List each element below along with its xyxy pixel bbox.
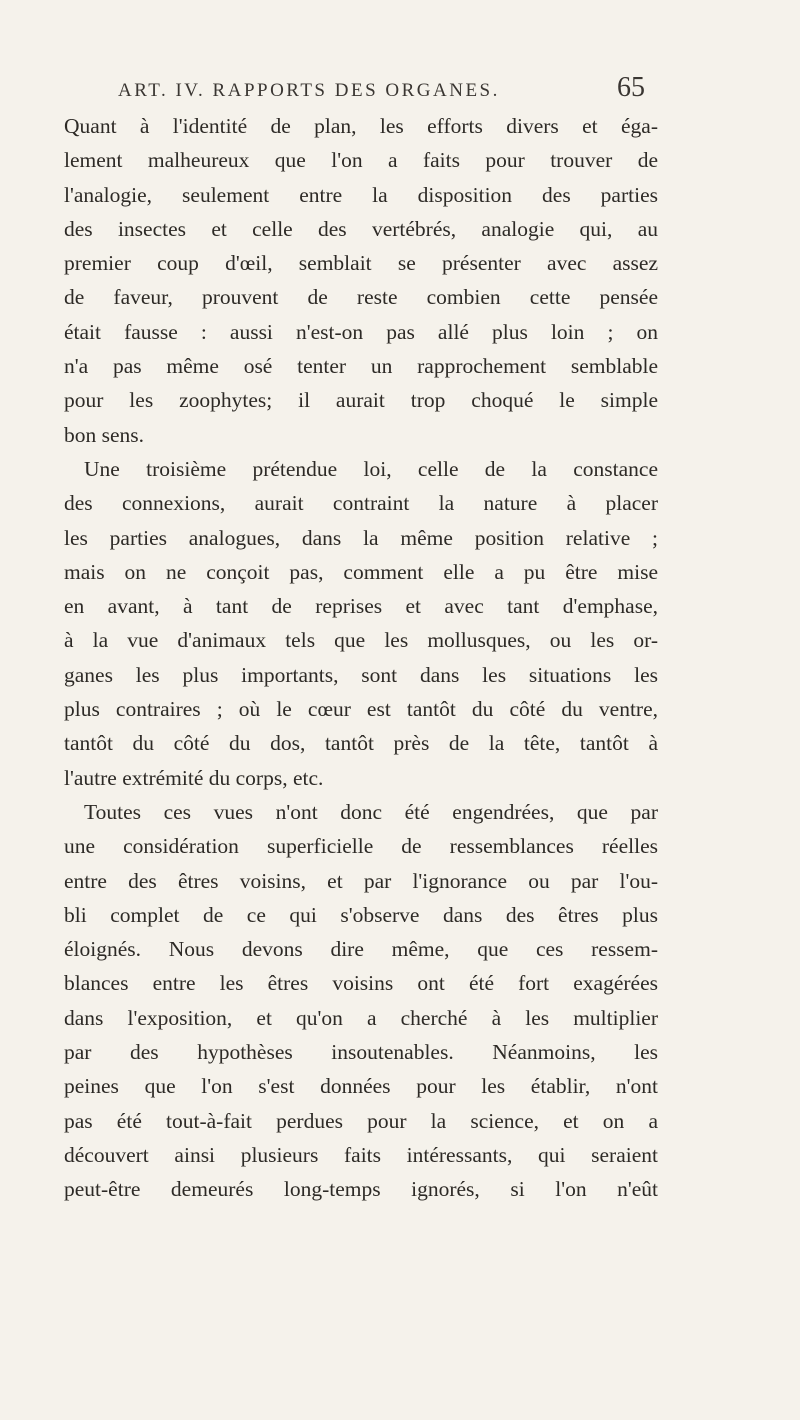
text-line: Quant à l'identité de plan, les efforts divers et éga- [64,114,658,138]
text-line: peines que l'on s'est données pour les établir, n'ont [64,1074,658,1099]
text-line: bon sens. [64,422,145,447]
text-line: pas été tout-à-fait perdues pour la science, et on a [64,1108,658,1133]
text-line: l'autre extrémité du corps, etc. [64,765,324,790]
body-text [64,109,658,1207]
text-line: à la vue d'animaux tels que les mollusques, ou les or- [64,628,658,653]
text-line: une considération superficielle de ressemblances réelles [64,834,658,859]
text-line: Une troisième prétendue loi, celle de la constance [84,456,658,481]
text-line: était fausse : aussi n'est-on pas allé plus loin ; on [64,319,658,344]
text-line: en avant, à tant de reprises et avec tant d'emphase, [64,594,658,619]
text-line: pour les zoophytes; il aurait trop choqué le simple [64,388,658,413]
text-line: peut-être demeurés long-temps ignorés, si l'on n'eût [64,1177,658,1202]
text-line: ganes les plus importants, sont dans les situations les [64,662,658,687]
text-line: blances entre les êtres voisins ont été fort exagérées [64,971,658,996]
text-line: tantôt du côté du dos, tantôt près de la tête, tantôt à [64,731,658,756]
page-number: 65 [617,72,645,103]
text-line: premier coup d'œil, semblait se présenter avec assez [64,251,658,276]
text-line: entre des êtres voisins, et par l'ignorance ou par l'ou- [64,868,658,893]
text-line: dans l'exposition, et qu'on a cherché à les multiplier [64,1005,658,1030]
text-line: par des hypothèses insoutenables. Néanmoins, les [64,1040,658,1065]
text-line: les parties analogues, dans la même position relative ; [64,525,658,550]
text-line: éloignés. Nous devons dire même, que ces ressem- [64,937,658,962]
text-line: découvert ainsi plusieurs faits intéressants, qui seraient [64,1142,658,1167]
text-line: plus contraires ; où le cœur est tantôt du côté du ventre, [64,697,658,722]
text-line: lement malheureux que l'on a faits pour trouver de [64,148,658,173]
text-line: des connexions, aurait contraint la nature à placer [64,491,658,516]
text-line: l'analogie, seulement entre la disposition des parties [64,182,658,207]
text-line: des insectes et celle des vertébrés, analogie qui, au [64,216,658,241]
text-line: n'a pas même osé tenter un rapprochement semblable [64,354,658,379]
text-line: mais on ne conçoit pas, comment elle a pu être mise [64,559,658,584]
text-line: bli complet de ce qui s'observe dans des êtres plus [64,902,658,927]
running-head: ART. IV. RAPPORTS DES ORGANES. [118,80,500,101]
text-line: de faveur, prouvent de reste combien cette pensée [64,285,658,310]
text-line: Toutes ces vues n'ont donc été engendrées, que par [84,799,658,824]
